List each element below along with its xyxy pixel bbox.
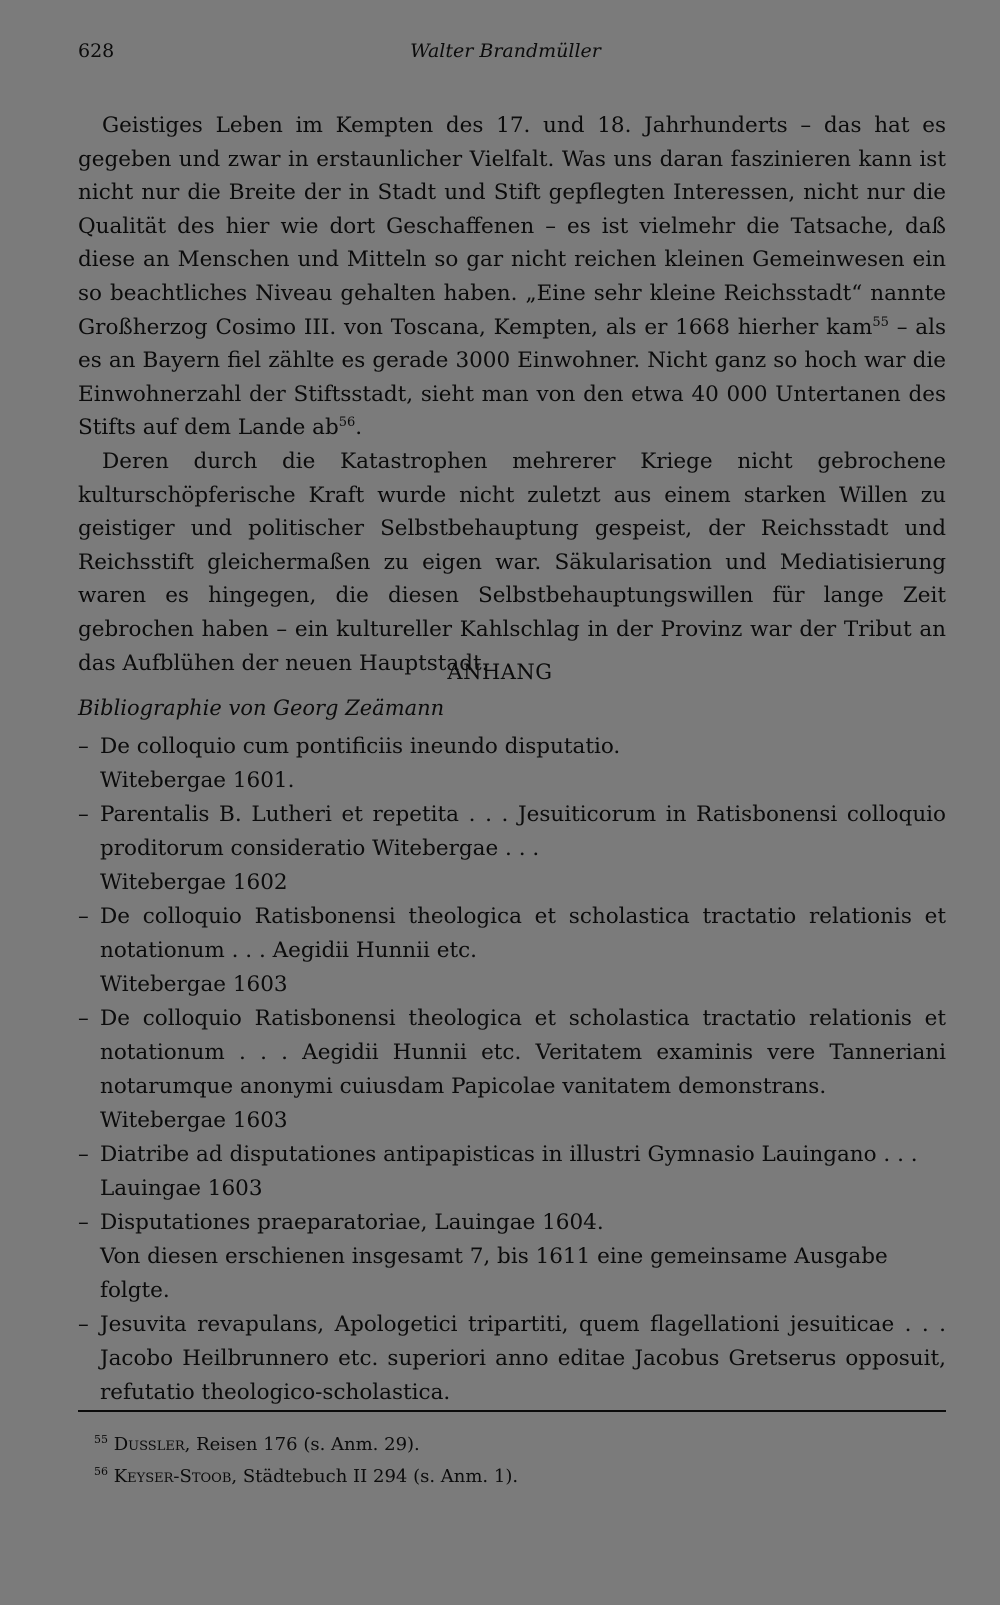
paragraph-2: Deren durch die Katastrophen mehrerer Kriege nicht gebrochene kulturschöpferische Kraft wurde nicht zuletzt aus einem starken Willen zu geistiger und politischer Selbstbehauptung gespeist, der Reichsstadt und Reichsstift gleichermaßen zu eigen war. Säkularisation und Mediatisierung waren es hingegen, die diesen Selbstbehauptungswillen für lange Zeit gebrochen haben – ein kultureller Kahlschlag in der Provinz war der Tribut an das Aufblühen der neuen Hauptstadt. [78,448,946,676]
list-dash: – [78,802,89,827]
list-dash: – [78,734,89,759]
footnote-56 [94,1466,518,1487]
paragraph-1-text-a: Geistiges Leben im Kempten des 17. und 18. Jahrhunderts – das hat es gegeben und zwar in erstaunlicher Vielfalt. Was uns daran faszinieren kann ist nicht nur die Breite der in Stadt und Stift gepflegten Interessen, nicht nur die Qualität des hier wie dort Geschaffenen – es ist vielmehr die Tatsache, daß diese an Menschen und Mitteln so gar nicht reichen kleinen Gemeinwesen ein so beachtliches Niveau gehalten haben. „Eine sehr kleine Reichsstadt“ nannte Großherzog Cosimo III. von Toscana, Kempten, als er 1668 hierher kam [78,113,946,340]
running-head: Walter Brandmüller [410,40,601,62]
bibliography-entry [78,730,946,798]
body-text [78,109,946,680]
entry-imprint: Witebergae 1603 [100,972,288,997]
paragraph-1-text-c: . [355,415,363,441]
bibliography-entry [78,1138,946,1206]
entry-title: De colloquio cum pontificiis ineundo disputatio. [100,734,621,759]
entry-note: Von diesen erschienen insgesamt 7, bis 1611 eine gemeinsame Ausgabe folgte. [100,1244,888,1303]
entry-title: Jesuvita revapulans, Apologetici tripartiti, quem flagellationi jesuiticae . . . Jacobo Heilbrunnero etc. superiori anno editae Jacobus Gretserus opposuit, refutatio theologico-scholastica. [100,1312,946,1405]
page-number: 628 [78,40,115,62]
page-header [78,40,933,74]
footnote-rule [78,1410,946,1412]
footnote-number: 55 [94,1433,108,1446]
entry-imprint: Witebergae 1603 [100,1108,288,1133]
footnote-number: 56 [94,1465,108,1478]
bibliography-list [78,730,946,1410]
list-dash: – [78,1142,89,1167]
list-dash: – [78,904,89,929]
footnote-55 [94,1434,420,1455]
paragraph-1-text-b: – als es an Bayern fiel zählte es gerade 3000 Einwohner. Nicht ganz so hoch war die Einwohnerzahl der Stiftsstadt, sieht man von den etwa 40 000 Untertanen des Stifts auf dem Lande ab [78,314,946,441]
entry-title: De colloquio Ratisbonensi theologica et scholastica tractatio relationis et notationum . . . Aegidii Hunnii etc. [100,904,946,963]
list-dash: – [78,1006,89,1031]
bibliography-entry [78,1308,946,1410]
entry-title: Diatribe ad disputationes antipapisticas in illustri Gymnasio Lauingano . . . [100,1142,918,1167]
entry-title: Disputationes praeparatoriae, Lauingae 1604. [100,1210,604,1235]
appendix-heading: ANHANG [447,660,553,684]
bibliography-entry [78,1206,946,1308]
bibliography-entry [78,1002,946,1138]
footnote-text: , Städtebuch II 294 (s. Anm. 1). [231,1466,519,1487]
entry-title: Parentalis B. Lutheri et repetita . . . Jesuiticorum in Ratisbonensi colloquio proditorum consideratio Witebergae . . . [100,802,946,861]
footnote-ref-56: 56 [338,415,356,431]
footnote-ref-55: 55 [872,314,889,330]
footnote-text: , Reisen 176 (s. Anm. 29). [184,1434,420,1455]
bibliography-title: Bibliographie von Georg Zeämann [78,696,445,720]
bibliography-entry [78,798,946,900]
entry-imprint: Lauingae 1603 [100,1176,263,1201]
list-dash: – [78,1210,89,1235]
footnote-author: Keyser-Stoob [113,1466,232,1487]
list-dash: – [78,1312,89,1337]
footnote-author: Dussler [113,1434,185,1455]
entry-title: De colloquio Ratisbonensi theologica et scholastica tractatio relationis et notationum . . . Aegidii Hunnii etc. Veritatem examinis vere Tanneriani notarumque anonymi cuiusdam Papicolae vanitatem demonstrans. [100,1006,946,1099]
bibliography-entry [78,900,946,1002]
entry-imprint: Witebergae 1602 [100,870,288,895]
paragraph-1 [78,109,946,445]
entry-imprint: Witebergae 1601. [100,768,295,793]
